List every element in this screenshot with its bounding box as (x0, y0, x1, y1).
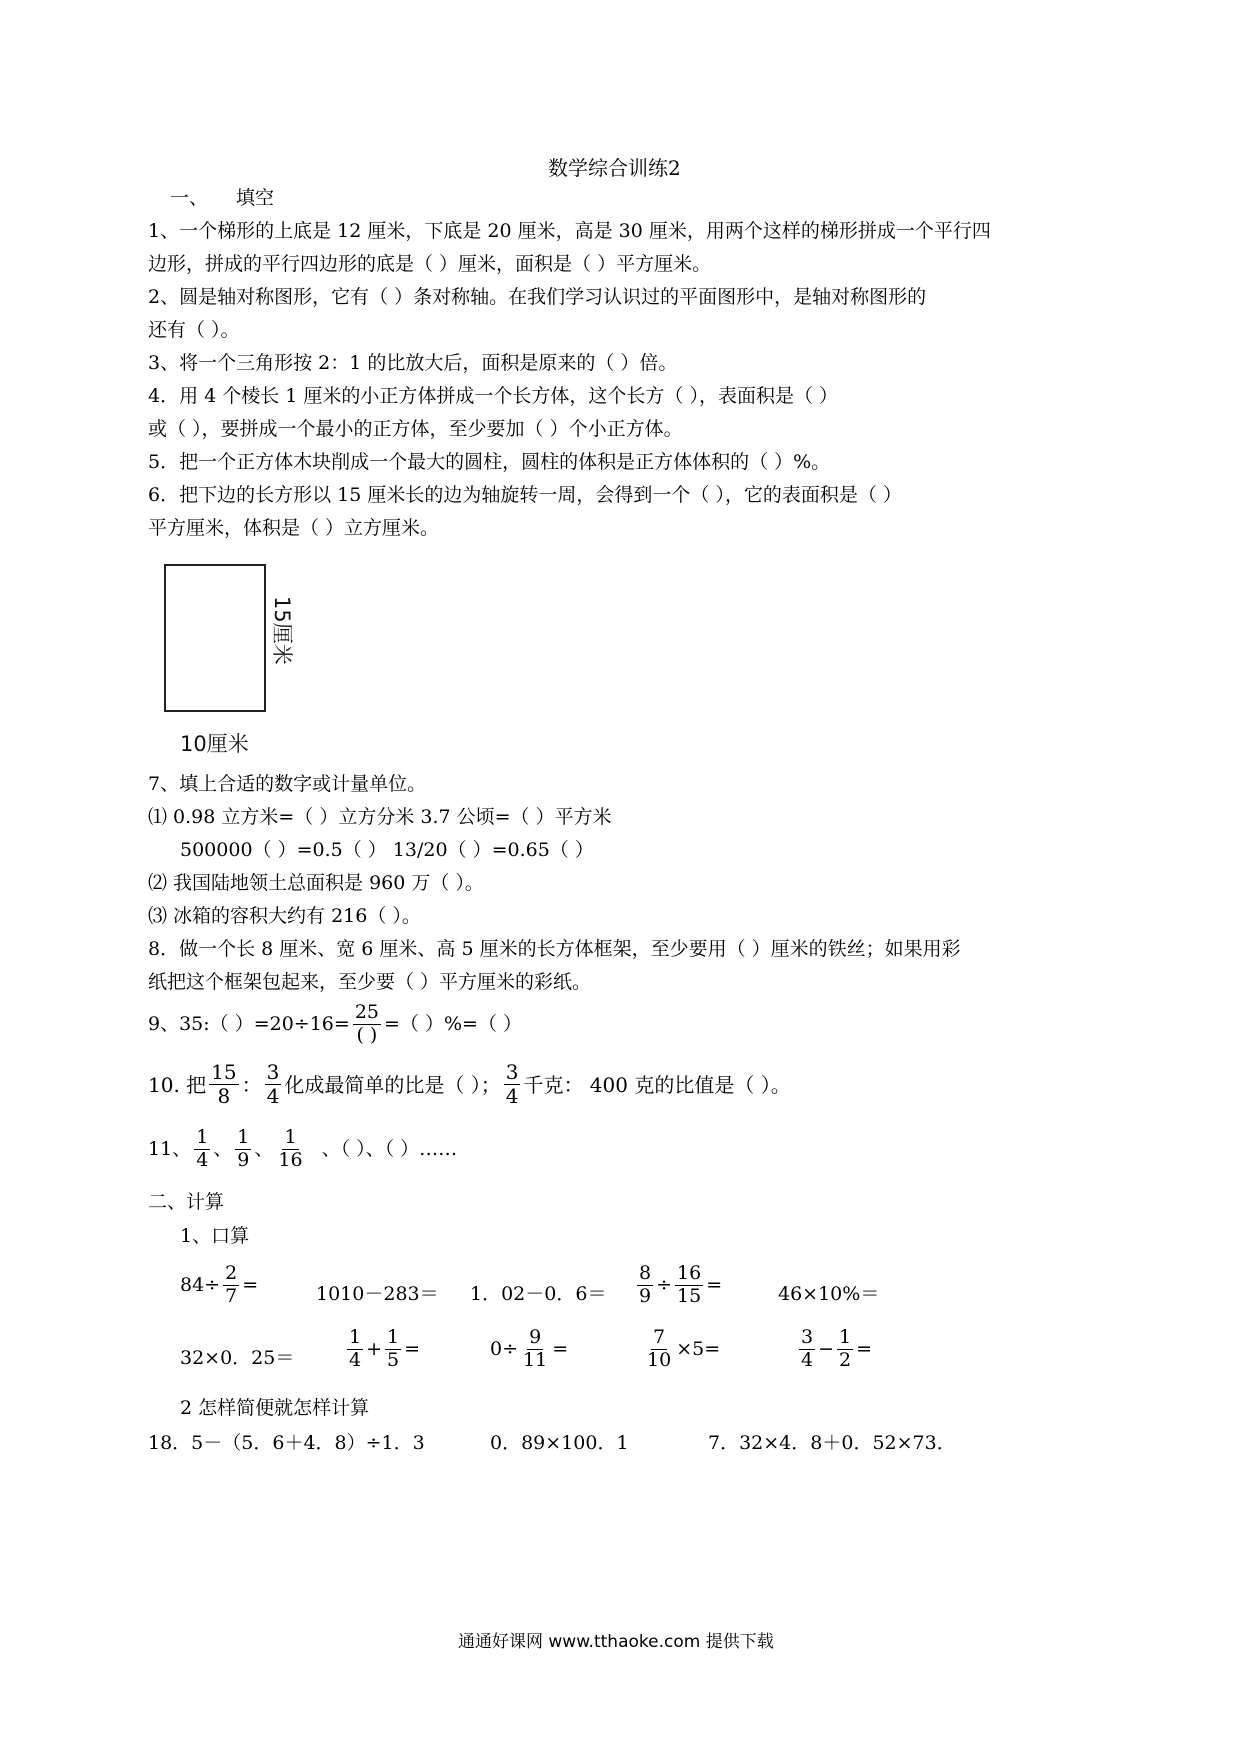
equals-sign: = (404, 1338, 421, 1361)
plus-sign: + (366, 1338, 383, 1361)
rectangle-bottom-label: 10厘米 (180, 732, 249, 756)
calc-84-div (180, 1264, 258, 1307)
fraction-denominator: 9 (237, 1148, 250, 1171)
question-5: 5．把一个正方体木块削成一个最大的圆柱，圆柱的体积是正方体体积的（ ）%。 (148, 451, 831, 473)
question-7-part-3: ⑶ 冰箱的容积大约有 216（ ）。 (148, 905, 421, 927)
question-11 (148, 1128, 457, 1171)
calc-fraction-divide (634, 1264, 722, 1307)
rectangle-side-label: 15厘米 (270, 596, 294, 665)
calc-1010-minus: 1010－283＝ (316, 1283, 439, 1305)
fraction-denominator: 4 (266, 1084, 280, 1108)
question-2-line-1: 2、圆是轴对称图形，它有（ ）条对称轴。在我们学习认识过的平面图形中，是轴对称图形的 (148, 286, 927, 308)
question-10-part-c: 千克： 400 克的比值是（ ）。 (523, 1072, 791, 1097)
fraction-denominator: 10 (647, 1348, 672, 1371)
fraction-numerator: 25 (354, 1001, 380, 1023)
calc-text: 0÷ (490, 1338, 519, 1361)
list-separator: 、 (213, 1138, 233, 1161)
fraction-denominator: 4 (349, 1348, 362, 1371)
question-11-part-a: 11、 (148, 1138, 192, 1161)
fraction-denominator: 2 (839, 1348, 852, 1371)
fraction-numerator: 3 (801, 1326, 814, 1348)
fraction-16-15 (675, 1264, 703, 1307)
fraction-denominator: 5 (387, 1348, 400, 1371)
fraction-3-4 (265, 1062, 282, 1107)
question-10-part-a: 10. 把 (148, 1072, 207, 1097)
fraction-numerator: 1 (387, 1326, 400, 1348)
fraction-numerator: 3 (505, 1060, 519, 1084)
fraction-numerator: 7 (653, 1326, 666, 1348)
question-9-part-b: =（ ）%=（ ） (384, 1013, 522, 1036)
question-10-part-b: 化成最简单的比是（ ）； (284, 1072, 501, 1097)
fraction-3-4-kg (504, 1062, 521, 1107)
fraction-numerator: 3 (266, 1060, 280, 1084)
fraction-denominator: 4 (505, 1084, 519, 1108)
fraction-denominator: 8 (217, 1084, 231, 1108)
minus-sign: − (818, 1338, 835, 1361)
fraction-1-4 (347, 1328, 363, 1371)
page-title: 数学综合训练2 (548, 156, 681, 180)
fraction-1-5 (385, 1328, 401, 1371)
section-1-number: 一、 (170, 187, 209, 209)
question-4-line-1: 4．用 4 个棱长 1 厘米的小正方体拼成一个长方体，这个长方（ ），表面积是（ ） (148, 385, 839, 407)
fraction-3-4 (799, 1328, 815, 1371)
subsection-1-heading: 1、口算 (180, 1225, 250, 1247)
question-9-fraction (353, 1003, 381, 1046)
question-7-part-2: ⑵ 我国陆地领土总面积是 960 万（ ）。 (148, 872, 484, 894)
ratio-separator: ： (241, 1072, 262, 1097)
calc-32-times: 32×0．25＝ (180, 1347, 295, 1369)
fraction-denominator: 7 (225, 1284, 238, 1307)
question-11-part-b: 、（ ）、（ ）…… (321, 1138, 458, 1161)
fraction-denominator: 11 (523, 1348, 548, 1371)
fraction-numerator: 1 (196, 1126, 209, 1148)
fraction-1-16 (276, 1128, 304, 1171)
question-7-heading: 7、填上合适的数字或计量单位。 (148, 773, 427, 795)
section-1-label: 填空 (236, 187, 275, 209)
question-1-line-2: 边形，拼成的平行四边形的底是（ ）厘米，面积是（ ）平方厘米。 (148, 253, 712, 275)
fraction-numerator: 16 (677, 1262, 702, 1284)
fraction-denominator: 16 (278, 1148, 303, 1171)
calc-percent: 46×10%＝ (778, 1283, 880, 1305)
equals-sign: = (242, 1274, 259, 1297)
footer-credit: 通通好课网 www.tthaoke.com 提供下载 (458, 1632, 774, 1652)
fraction-1-2 (837, 1328, 853, 1371)
calc-text: 84÷ (180, 1274, 221, 1297)
calc-problem-b: 0．89×100．1 (490, 1432, 629, 1454)
fraction-denominator: 4 (801, 1348, 814, 1371)
question-1-line-1: 1、一个梯形的上底是 12 厘米，下底是 20 厘米，高是 30 厘米，用两个这样的梯形拼成一个平行四 (148, 220, 991, 242)
fraction-numerator: 1 (839, 1326, 852, 1348)
list-separator: 、 (254, 1138, 274, 1161)
fraction-8-9 (637, 1264, 653, 1307)
fraction-numerator: 15 (211, 1060, 237, 1084)
fraction-7-10 (645, 1328, 673, 1371)
question-4-line-2: 或（ ），要拼成一个最小的正方体，至少要加（ ）个小正方体。 (148, 418, 683, 440)
fraction-numerator: 1 (284, 1126, 297, 1148)
question-9 (148, 1003, 522, 1046)
question-3: 3、将一个三角形按 2：1 的比放大后，面积是原来的（ ）倍。 (148, 352, 678, 374)
calc-zero-divide (490, 1328, 568, 1371)
divide-sign: ÷ (656, 1274, 673, 1297)
question-6-line-2: 平方厘米，体积是（ ）立方厘米。 (148, 517, 440, 539)
fraction-numerator: 1 (349, 1326, 362, 1348)
question-2-line-2: 还有（ ）。 (148, 319, 240, 341)
fraction-2-7 (223, 1264, 239, 1307)
calc-text: ×5= (676, 1338, 721, 1361)
rectangle-shape (164, 564, 266, 712)
fraction-numerator: 2 (225, 1262, 238, 1284)
calc-fraction-subtract (796, 1328, 872, 1371)
calc-problem-a: 18．5－（5．6＋4．8）÷1．3 (148, 1432, 425, 1454)
fraction-1-9 (235, 1128, 251, 1171)
question-8-line-1: 8．做一个长 8 厘米、宽 6 厘米、高 5 厘米的长方体框架，至少要用（ ）厘米的铁丝；如果用彩 (148, 938, 961, 960)
fraction-15-8 (209, 1062, 238, 1107)
fraction-denominator: 4 (196, 1148, 209, 1171)
fraction-denominator: 15 (677, 1284, 702, 1307)
calc-fraction-add (344, 1328, 420, 1371)
fraction-numerator: 9 (529, 1326, 542, 1348)
fraction-1-4 (194, 1128, 210, 1171)
subsection-2-heading: 2 怎样简便就怎样计算 (180, 1397, 370, 1419)
equals-sign: = (552, 1338, 569, 1361)
question-9-part-a: 9、35:（ ）=20÷16= (148, 1013, 350, 1036)
fraction-9-11 (521, 1328, 549, 1371)
question-7-part-1b: 500000（ ）=0.5（ ） 13/20（ ）=0.65（ ） (180, 839, 594, 861)
fraction-numerator: 8 (639, 1262, 652, 1284)
question-6-line-1: 6．把下边的长方形以 15 厘米长的边为轴旋转一周，会得到一个（ ），它的表面积是（ ） (148, 484, 902, 506)
section-2-heading: 二、计算 (148, 1191, 225, 1213)
question-10 (148, 1062, 791, 1107)
fraction-denominator: 9 (639, 1284, 652, 1307)
fraction-denominator: ( ) (356, 1023, 378, 1046)
equals-sign: = (706, 1274, 723, 1297)
equals-sign: = (856, 1338, 873, 1361)
question-7-part-1: ⑴ 0.98 立方米=（ ）立方分米 3.7 公顷=（ ）平方米 (148, 806, 612, 828)
question-8-line-2: 纸把这个框架包起来，至少要（ ）平方厘米的彩纸。 (148, 971, 592, 993)
calc-decimal-minus: 1．02－0．6＝ (470, 1283, 607, 1305)
calc-problem-c: 7．32×4．8＋0．52×73． (708, 1432, 956, 1454)
fraction-numerator: 1 (237, 1126, 250, 1148)
calc-fraction-times (642, 1328, 720, 1371)
